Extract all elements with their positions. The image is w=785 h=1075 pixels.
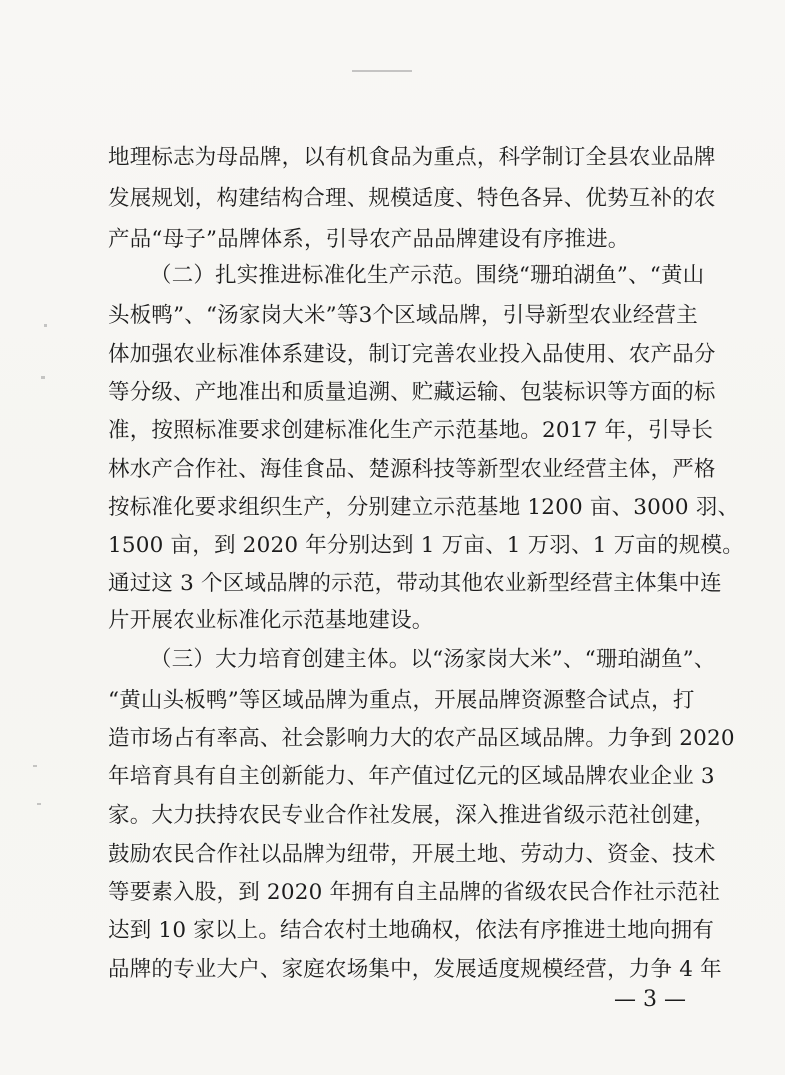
text-line: 发展规划，构建结构合理、规模适度、特色各异、优势互补的农: [108, 186, 716, 211]
text-line: 造市场占有率高、社会影响力大的农产品区域品牌。力争到 2020: [108, 726, 735, 751]
text-line: 年培育具有自主创新能力、年产值过亿元的区域品牌农业企业 3: [108, 764, 715, 789]
text-line: 地理标志为母品牌，以有机食品为重点，科学制订全县农业品牌: [108, 145, 716, 170]
scan-artifact-left-1: [44, 324, 47, 327]
text-line: 1500 亩，到 2020 年分别达到 1 万亩、1 万羽、1 万亩的规模。: [108, 533, 744, 558]
text-line: 产品“母子”品牌体系，引导农产品品牌建设有序推进。: [108, 227, 630, 252]
scan-artifact-top: [352, 70, 412, 72]
text-line: 品牌的专业大户、家庭农场集中，发展适度规模经营，力争 4 年: [108, 957, 722, 982]
text-line: 按标准化要求组织生产，分别建立示范基地 1200 亩、3000 羽、: [108, 495, 740, 520]
text-line: 林水产合作社、海佳食品、楚源科技等新型农业经营主体，严格: [108, 457, 716, 482]
page-number: — 3 —: [614, 987, 686, 1012]
text-line: 达到 10 家以上。结合农村土地确权，依法有序推进土地向拥有: [108, 918, 715, 943]
section-heading-line: （二）扎实推进标准化生产示范。围绕“珊珀湖鱼”、“黄山: [150, 263, 705, 288]
text-line: 等要素入股，到 2020 年拥有自主品牌的省级农民合作社示范社: [108, 880, 721, 905]
scan-artifact-left-4: [37, 803, 41, 805]
text-line: 通过这 3 个区域品牌的示范，带动其他农业新型经营主体集中连: [108, 571, 722, 596]
text-line: 体加强农业标准体系建设，制订完善农业投入品使用、农产品分: [108, 342, 716, 367]
text-line: 片开展农业标准化示范基地建设。: [108, 608, 434, 633]
scan-artifact-left-3: [33, 765, 37, 767]
text-line: 准，按照标准要求创建标准化生产示范基地。2017 年，引导长: [108, 418, 714, 443]
section-heading-line: （三）大力培育创建主体。以“汤家岗大米”、“珊珀湖鱼”、: [150, 647, 716, 672]
text-line: 等分级、产地准出和质量追溯、贮藏运输、包装标识等方面的标: [108, 380, 716, 405]
text-line: 鼓励农民合作社以品牌为纽带，开展土地、劳动力、资金、技术: [108, 842, 716, 867]
text-line: 头板鸭”、“汤家岗大米”等3个区域品牌，引导新型农业经营主: [108, 303, 698, 328]
text-line: 家。大力扶持农民专业合作社发展，深入推进省级示范社创建，: [108, 803, 716, 828]
scan-artifact-left-2: [41, 376, 45, 379]
text-line: “黄山头板鸭”等区域品牌为重点，开展品牌资源整合试点，打: [108, 688, 695, 713]
